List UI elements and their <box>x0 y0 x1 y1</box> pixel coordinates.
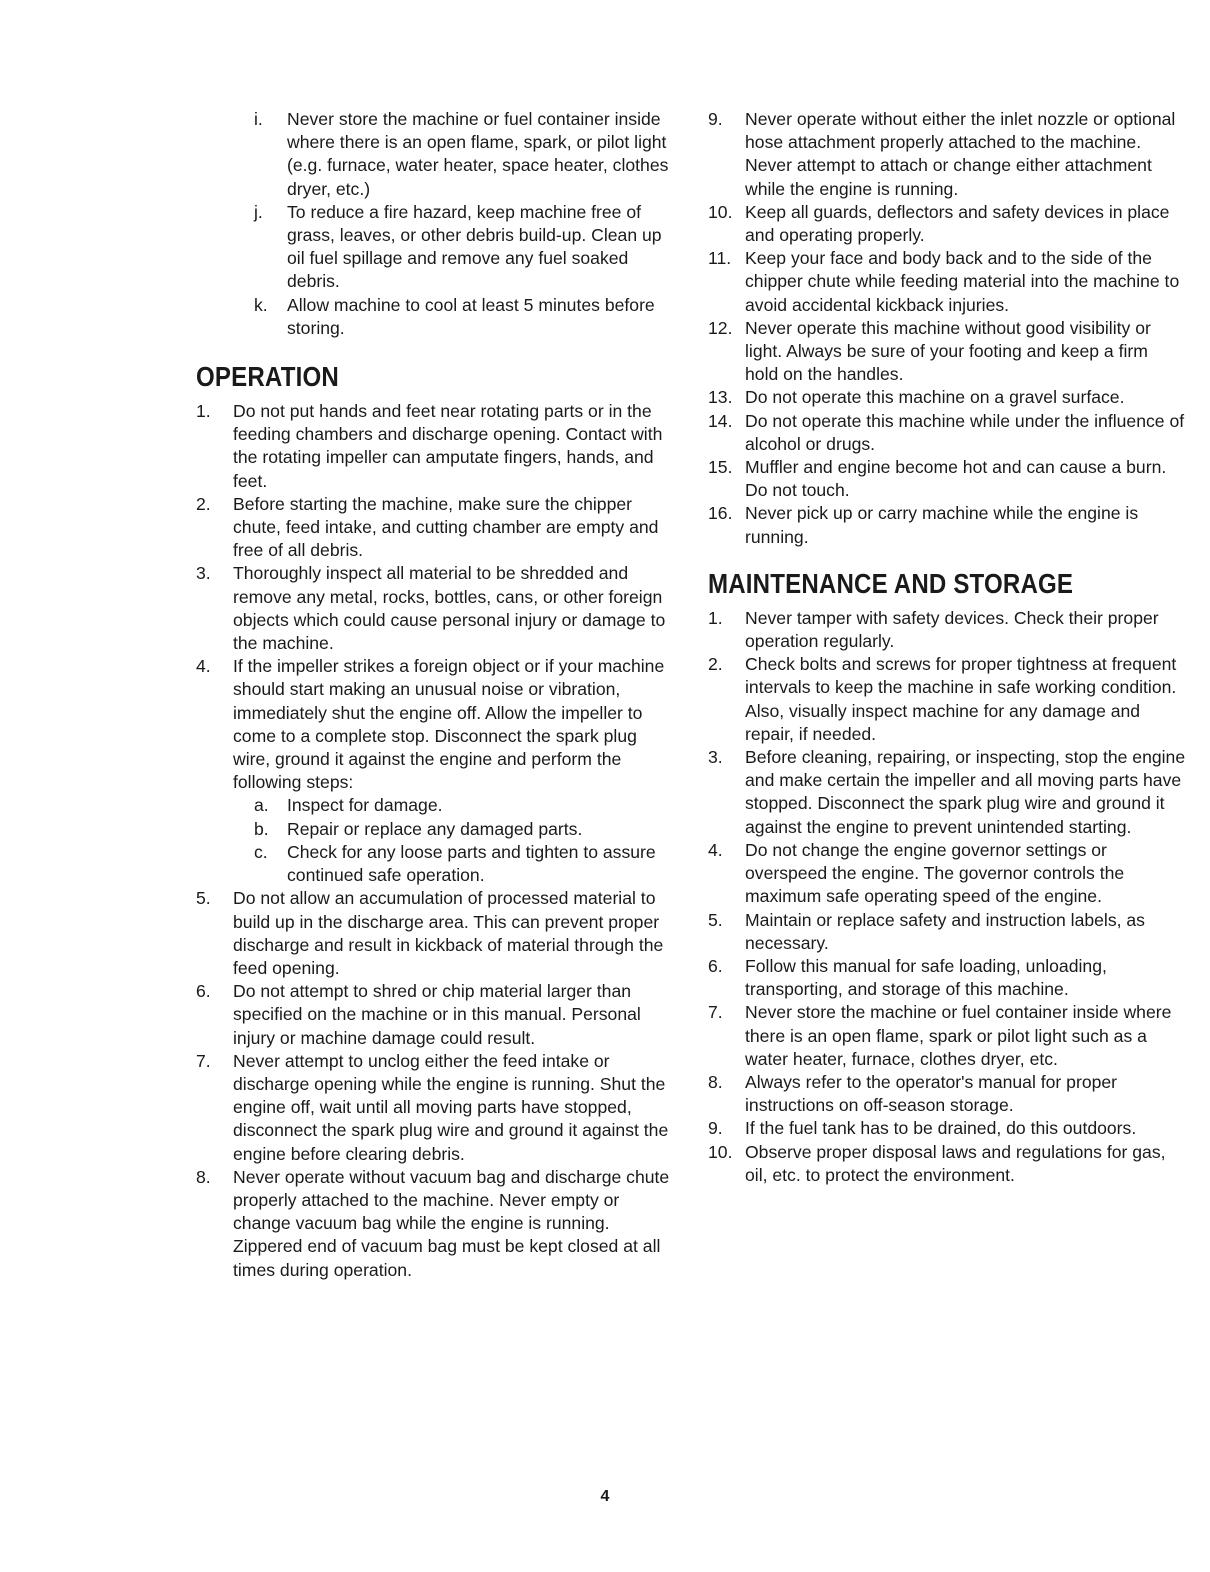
item-text: Follow this manual for safe loading, unloading, transporting, and storage of this machine. <box>745 955 1107 1000</box>
item-text: Do not attempt to shred or chip material larger than specified on the machine or in this manual. Personal injury or machine damage could result. <box>233 981 641 1048</box>
maintenance-item-2 <box>708 653 1186 746</box>
item-marker: 10. <box>708 1141 733 1162</box>
operation-item-4 <box>196 655 676 794</box>
item-marker: 9. <box>708 109 723 129</box>
item-text: Allow machine to cool at least 5 minutes before storing. <box>287 294 655 338</box>
operation-item-13 <box>708 386 1186 409</box>
item-marker: 7. <box>196 1050 211 1071</box>
operation-item-5 <box>196 887 676 980</box>
item-text: Never tamper with safety devices. Check their proper operation regularly. <box>745 607 1159 652</box>
maintenance-heading: MAINTENANCE AND STORAGE <box>708 567 1074 599</box>
item-marker: 13. <box>708 387 733 408</box>
item-text: Before starting the machine, make sure the chipper chute, feed intake, and cutting chamber are empty and free of all debris. <box>233 493 659 561</box>
item-marker: 14. <box>708 410 733 431</box>
operation-item-9 <box>708 108 1186 201</box>
item-text: Do not operate this machine while under the influence of alcohol or drugs. <box>745 410 1185 454</box>
item-marker: c. <box>254 841 268 862</box>
item-text: Before cleaning, repairing, or inspecting, stop the engine and make certain the impeller and all moving parts have stopped. Disconnect the spark plug wire and ground it against the engine to prevent unintended starting. <box>745 747 1186 837</box>
item-marker: a. <box>254 795 269 816</box>
item-marker: 8. <box>708 1071 723 1092</box>
operation-subitem-c <box>196 841 676 887</box>
item-text: Observe proper disposal laws and regulations for gas, oil, etc. to protect the environment. <box>745 1141 1166 1185</box>
item-marker: 10. <box>708 201 733 222</box>
item-text: If the impeller strikes a foreign object or if your machine should start making an unusual noise or vibration, immediately shut the engine off. Allow the impeller to come to a complete stop. Disconnect the spark plug wire, ground it against the engine and perform the following steps: <box>233 656 665 793</box>
item-marker: 12. <box>708 317 733 338</box>
item-text: Check bolts and screws for proper tightness at frequent intervals to keep the machine in safe working condition. Also, visually inspect machine for any damage and repair, if needed. <box>745 654 1177 744</box>
operation-item-1 <box>196 400 676 493</box>
maintenance-item-3 <box>708 746 1186 839</box>
right-column <box>708 108 1186 1187</box>
item-text: Check for any loose parts and tighten to assure continued safe operation. <box>287 841 656 886</box>
maintenance-item-6 <box>708 955 1186 1001</box>
item-marker: 2. <box>196 493 211 514</box>
item-text: To reduce a fire hazard, keep machine free of grass, leaves, or other debris build-up. Clean up oil fuel spillage and remove any fuel soaked debris. <box>287 201 662 292</box>
item-text: Never pick up or carry machine while the engine is running. <box>745 503 1139 547</box>
storage-item-i <box>196 108 676 201</box>
maintenance-item-4 <box>708 839 1186 909</box>
operation-item-10 <box>708 201 1186 247</box>
item-marker: 7. <box>708 1002 723 1023</box>
item-text: Do not put hands and feet near rotating parts or in the feeding chambers and discharge opening. Contact with the rotating impeller can amputate fingers, hands, and feet. <box>233 401 663 491</box>
item-marker: 5. <box>196 888 211 909</box>
item-text: Always refer to the operator's manual for proper instructions on off-season storage. <box>745 1071 1118 1116</box>
item-marker: 1. <box>196 401 211 422</box>
operation-subitem-b <box>196 818 676 841</box>
item-marker: i. <box>254 109 263 129</box>
item-text: If the fuel tank has to be drained, do this outdoors. <box>745 1118 1137 1139</box>
item-marker: 3. <box>196 563 211 584</box>
maintenance-item-1 <box>708 607 1186 653</box>
item-text: Never attempt to unclog either the feed intake or discharge opening while the engine is running. Shut the engine off, wait until all moving parts have stopped, disconnect the spark plug wire and ground it against the engine before clearing debris. <box>233 1050 669 1164</box>
operation-item-16 <box>708 502 1186 548</box>
item-marker: 16. <box>708 503 733 524</box>
item-marker: 5. <box>708 909 723 930</box>
item-text: Muffler and engine become hot and can cause a burn. Do not touch. <box>745 457 1167 501</box>
item-marker: 11. <box>708 248 732 269</box>
item-text: Do not allow an accumulation of processed material to build up in the discharge area. This can prevent proper discharge and result in kickback of material through the feed opening. <box>233 888 664 978</box>
item-marker: 4. <box>196 656 211 677</box>
item-text: Never operate this machine without good visibility or light. Always be sure of your footing and keep a firm hold on the handles. <box>745 317 1151 385</box>
operation-item-3 <box>196 562 676 655</box>
item-text: Keep your face and body back and to the side of the chipper chute while feeding material into the machine to avoid accidental kickback injuries. <box>745 248 1180 315</box>
operation-item-14 <box>708 410 1186 456</box>
operation-item-2 <box>196 493 676 563</box>
item-marker: 9. <box>708 1118 723 1139</box>
item-text: Maintain or replace safety and instruction labels, as necessary. <box>745 909 1145 953</box>
operation-item-12 <box>708 317 1186 387</box>
item-text: Never operate without either the inlet nozzle or optional hose attachment properly attached to the machine. Never attempt to attach or change either attachment while the engine is running. <box>745 109 1176 199</box>
item-marker: k. <box>254 294 268 315</box>
item-marker: 8. <box>196 1166 211 1187</box>
operation-subitem-a <box>196 794 676 817</box>
item-text: Never operate without vacuum bag and discharge chute properly attached to the machine. Never empty or change vacuum bag while the engine is running. Zippered end of vacuum bag must be kept closed at all times during operation. <box>233 1166 670 1280</box>
item-text: Do not operate this machine on a gravel surface. <box>745 387 1125 408</box>
item-text: Never store the machine or fuel container inside where there is an open flame, spark or pilot light such as a water heater, furnace, clothes dryer, etc. <box>745 1002 1172 1069</box>
item-marker: 4. <box>708 839 723 860</box>
operation-item-8 <box>196 1166 676 1282</box>
left-column <box>196 108 676 1282</box>
operation-heading: OPERATION <box>196 361 339 393</box>
maintenance-item-7 <box>708 1001 1186 1071</box>
item-marker: 3. <box>708 747 723 768</box>
operation-item-6 <box>196 980 676 1050</box>
page-number: 4 <box>600 1488 610 1505</box>
item-marker: 2. <box>708 654 723 675</box>
storage-item-k <box>196 294 676 340</box>
maintenance-item-8 <box>708 1071 1186 1117</box>
item-marker: 6. <box>708 955 723 976</box>
maintenance-item-10 <box>708 1141 1186 1187</box>
storage-item-j <box>196 201 676 294</box>
item-text: Do not change the engine governor settings or overspeed the engine. The governor controls the maximum safe operating speed of the engine. <box>745 839 1125 907</box>
item-marker: b. <box>254 818 269 839</box>
operation-item-15 <box>708 456 1186 502</box>
operation-item-11 <box>708 247 1186 317</box>
item-text: Keep all guards, deflectors and safety devices in place and operating properly. <box>745 201 1170 246</box>
item-marker: 15. <box>708 457 733 478</box>
operation-item-7 <box>196 1050 676 1166</box>
item-marker: 1. <box>708 607 723 628</box>
item-text: Thoroughly inspect all material to be shredded and remove any metal, rocks, bottles, cans, or other foreign objects which could cause personal injury or damage to the machine. <box>233 563 666 654</box>
item-marker: j. <box>254 201 263 222</box>
maintenance-item-9 <box>708 1117 1186 1140</box>
item-text: Repair or replace any damaged parts. <box>287 818 583 839</box>
item-text: Inspect for damage. <box>287 795 443 816</box>
item-text: Never store the machine or fuel container inside where there is an open flame, spark, or pilot light (e.g. furnace, water heater, space heater, clothes dryer, etc.) <box>287 109 669 199</box>
item-marker: 6. <box>196 981 211 1002</box>
maintenance-item-5 <box>708 909 1186 955</box>
